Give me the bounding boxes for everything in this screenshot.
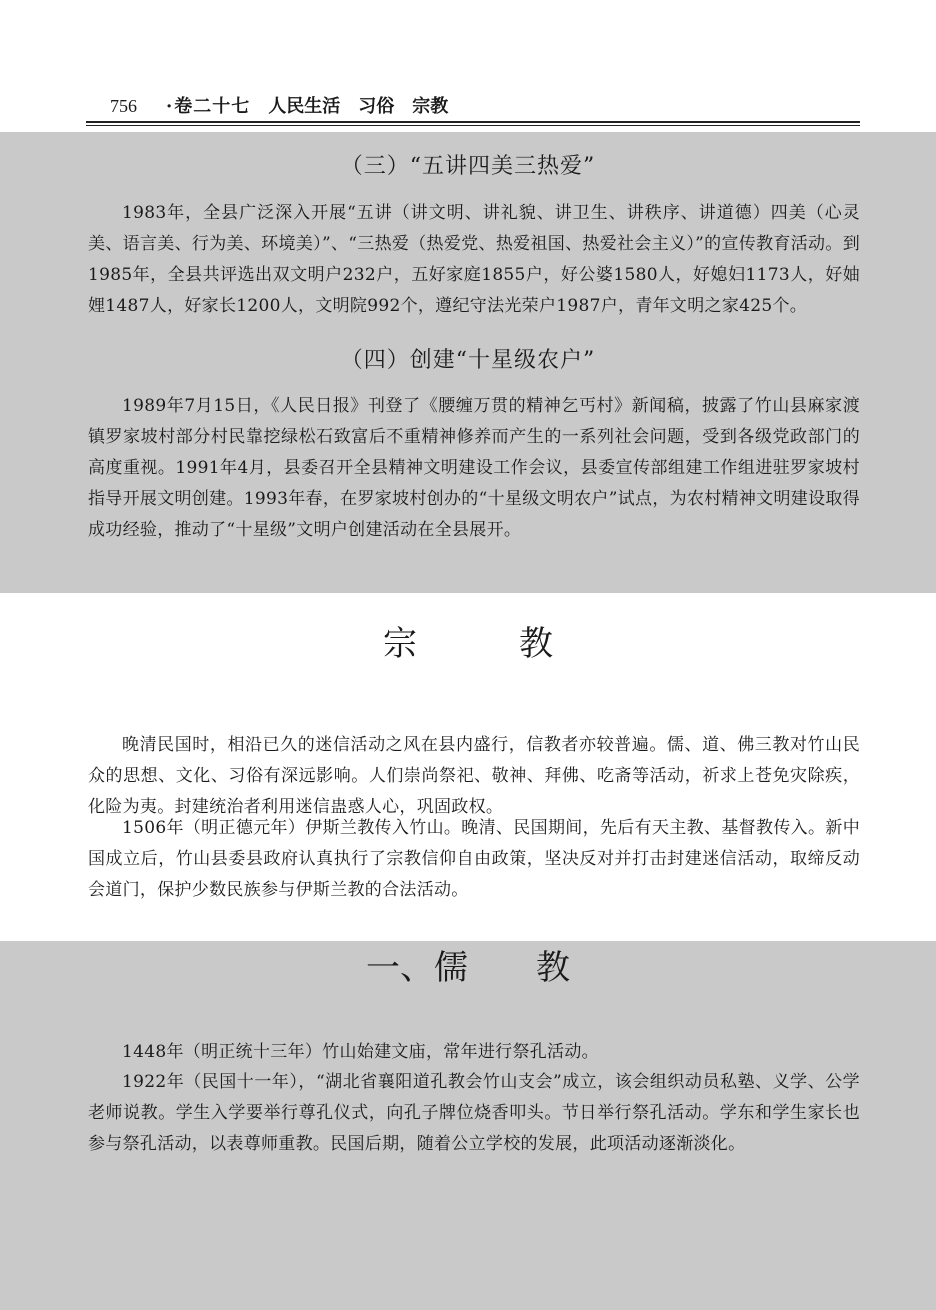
page-number: 756 bbox=[110, 96, 137, 116]
header-rule-thick bbox=[86, 121, 860, 123]
section-four-paragraph: 1989年7月15日，《人民日报》刊登了《腰缠万贯的精神乞丐村》新闻稿，披露了竹山县麻家渡镇罗家坡村部分村民靠挖绿松石致富后不重精神修养而产生的一系列社会问题，受到各级党政部门的高度重视。1991年4月，县委召开全县精神文明建设工作会议，县委宣传部组建工作组进驻罗家坡村指导开展文明创建。1993年春，在罗家坡村创办的“十星级文明农户”试点，为农村精神文明建设取得成功经验，推动了“十星级”文明户创建活动在全县展开。 bbox=[88, 396, 860, 540]
header-section-1: 人民生活 bbox=[268, 96, 341, 117]
section-heading-three: （三）“五讲四美三热爱” bbox=[340, 154, 596, 179]
section-three-paragraph: 1983年，全县广泛深入开展“五讲（讲文明、讲礼貌、讲卫生、讲秩序、讲道德）四美（心灵美、语言美、行为美、环境美）”、“三热爱（热爱党、热爱祖国、热爱社会主义）”的宣传教育活动。到1985年，全县共评选出双文明户232户，五好家庭1855户，好公婆1580人，好媳妇1173人，好妯娌1487人，好家长1200人，文明院992个，遵纪守法光荣户1987户，青年文明之家425个。 bbox=[88, 203, 860, 316]
header-section-3: 宗教 bbox=[412, 96, 449, 117]
header-section-2: 习俗 bbox=[358, 96, 395, 117]
section-heading-four: （四）创建“十星级农户” bbox=[340, 348, 596, 373]
confucianism-paragraph-1: 1448年（明正统十三年）竹山始建文庙，常年进行祭孔活动。 bbox=[122, 1042, 599, 1062]
confucianism-paragraph-2: 1922年（民国十一年），“湖北省襄阳道孔教会竹山支会”成立，该会组织动员私塾、义学、公学老师说教。学生入学要举行尊孔仪式，向孔子牌位烧香叩头。节日举行祭孔活动。学东和学生家长也参与祭孔活动，以表尊师重教。民国后期，随着公立学校的发展，此项活动逐渐淡化。 bbox=[88, 1072, 860, 1154]
chapter-label: 卷二十七 bbox=[174, 96, 251, 117]
confucianism-title: 一、儒 教 bbox=[366, 948, 570, 988]
religion-paragraph-1: 晚清民国时，相沿已久的迷信活动之风在县内盛行，信教者亦较普遍。儒、道、佛三教对竹山民众的思想、文化、习俗有深远影响。人们崇尚祭祀、敬神、拜佛、吃斋等活动，祈求上苍免灾除疾，化险为夷。封建统治者利用迷信蛊惑人心，巩固政权。 bbox=[88, 735, 860, 817]
header-bullet: · bbox=[166, 96, 173, 117]
religion-title: 宗 教 bbox=[383, 624, 553, 664]
running-header bbox=[110, 92, 870, 120]
religion-paragraph-2: 1506年（明正德元年）伊斯兰教传入竹山。晚清、民国期间，先后有天主教、基督教传入。新中国成立后，竹山县委县政府认真执行了宗教信仰自由政策，坚决反对并打击封建迷信活动，取缔反动会道门，保护少数民族参与伊斯兰教的合法活动。 bbox=[88, 818, 860, 900]
header-rule-thin bbox=[86, 125, 860, 126]
